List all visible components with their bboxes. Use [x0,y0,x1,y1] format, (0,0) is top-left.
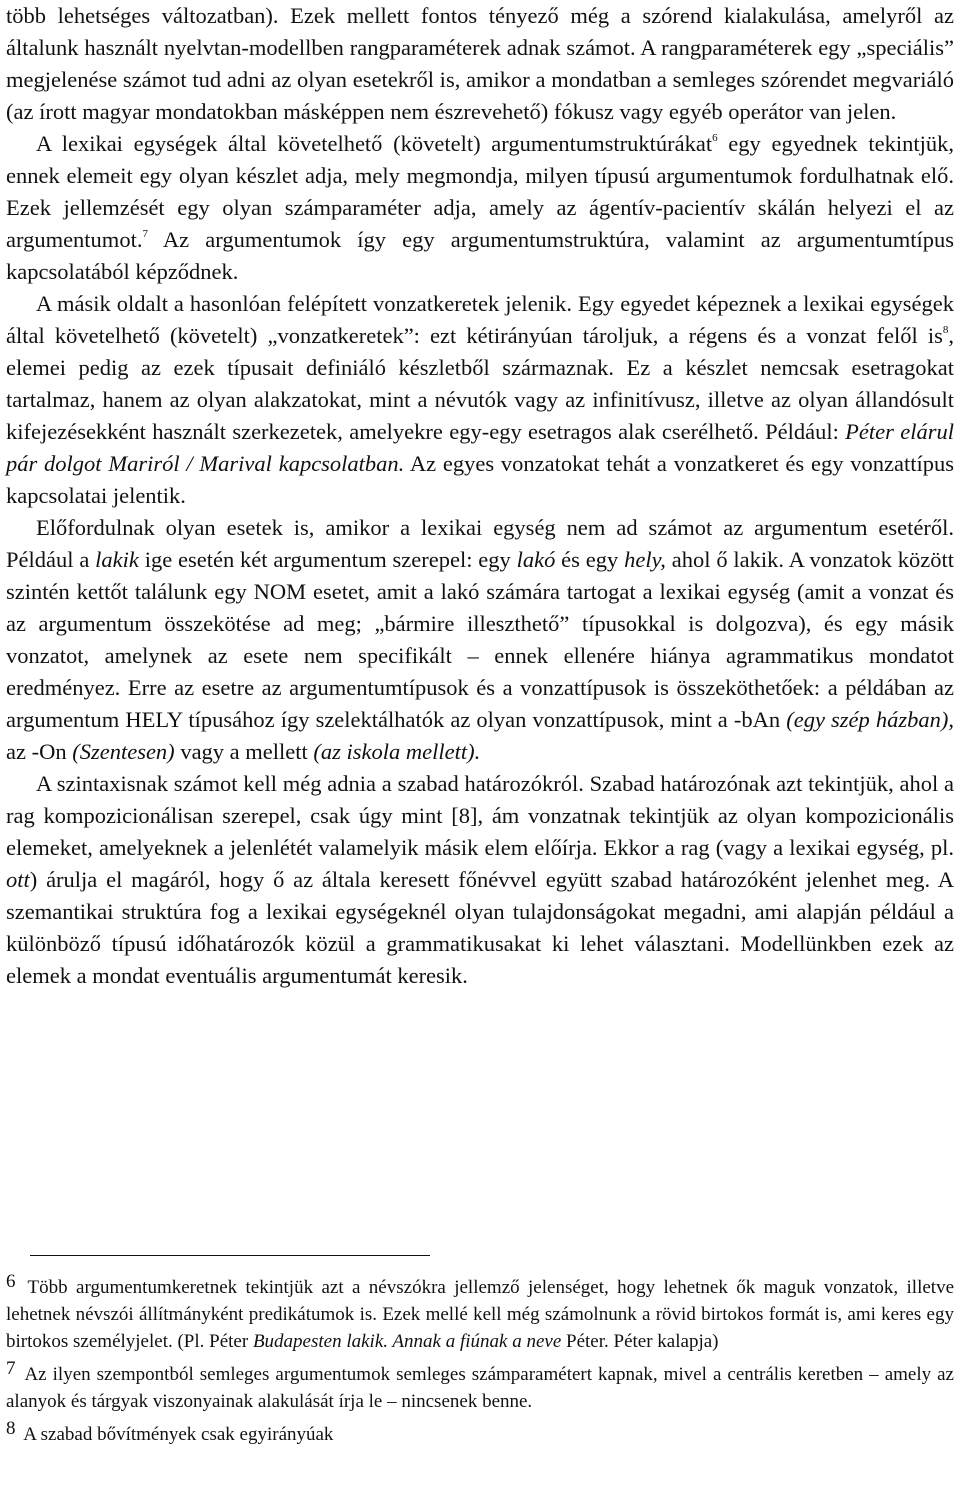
text-run: vagy a mellett [174,739,314,764]
text-run: egy egyednek tekintjük, ennek elemeit egy olyan készlet adja, mely megmondja, milyen típusú argumentumok fordulhatnak elő. Ezek jellemzését egy olyan számparaméter adja, amely az ágentív-pacientív skálán helyezi el az argumentumot. [6,131,954,252]
paragraph [6,128,954,288]
text-run: , elemei pedig az ezek típusait definiáló készletből származnak. Ez a készlet nemcsak esetragokat tartalmaz, hanem az olyan alakzatokat, mint a névutók vagy az infinitívusz, illetve az olyan állandósult kifejezésekként használt szerkezetek, amelyekre egy-egy esetragos alak cserélhető. Például: [6,323,954,444]
text-run: több lehetséges változatban). Ezek mellett fontos tényező még a szórend kialakulása, amelyről az általunk használt nyelvtan-modellben rangparaméterek adnak számot. A rangparaméterek egy „speciális” megjelenése számot tud adni az olyan esetekről is, amikor a mondatban a semleges szórendet megvariáló (az írott magyar mondatokban másképpen nem észrevehető) fókusz vagy egyéb operátor van jelen. [6,3,954,124]
text-run: A szabad bővítmények csak egyirányúak [19,1424,334,1445]
text-run: ige esetén két argumentum szerepel: egy [138,547,517,572]
italic-run: (az iskola mellett). [313,739,481,764]
footnote-number: 7 [6,1358,16,1379]
italic-run: Budapesten lakik. Annak a fiúnak a neve [252,1331,562,1352]
footnote [6,1355,954,1415]
italic-run: (egy szép házban), [786,707,954,732]
paragraph [6,768,954,992]
text-run: Az egyes vonzatokat tehát a vonzatkeret és egy vonzattípus kapcsolatai jelentik. [6,451,954,508]
text-run: Péter. Péter kalapja) [561,1331,719,1352]
footnotes [6,1268,954,1448]
italic-run: ott [6,867,30,892]
text-run: A szintaxisnak számot kell még adnia a szabad határozókról. Szabad határozónak azt tekintjük, ahol a rag kompozicionálisan szerepel, csak úgy mint [8], ám vonzatnak tekintjük az olyan kompozicionális elemeket, amelyeknek a jelenlétét valamelyik másik elem előírja. Ekkor a rag (vagy a lexikai egység, pl. [6,771,954,860]
italic-run: lakik [95,547,139,572]
paragraph [6,0,954,128]
footnote-marker: 6 [712,132,718,144]
footnote-marker: 8 [942,324,949,336]
footnote [6,1415,954,1448]
footnote-separator [30,1255,430,1256]
text-run: A másik oldalt a hasonlóan felépített vonzatkeretek jelenik. Egy egyedet képeznek a lexikai egységek által követelhető (követelt) „vonzatkeretek”: ezt kétirányúan tároljuk, a régens és a vonzat felől is [6,291,954,348]
text-run: ) árulja el magáról, hogy ő az általa keresett főnévvel együtt szabad határozóként jelenhet meg. A szemantikai struktúra fog a lexikai egységeknél olyan tulajdonságokat megadni, ami alapján például a különböző típusú időhatározók közül a grammatikusakat ki lehet választani. Modellünkben ezek az elemek a mondat eventuális argumentumát keresik. [6,867,954,988]
footnote [6,1268,954,1355]
text-run: ahol ő lakik. A vonzatok között szintén kettőt találunk egy NOM esetet, amit a lakó számára tartogat a lexikai egység (amit a vonzat és az argumentum összekötése ad meg; „bármire illeszthető” típusokkal is dolgozva), és egy másik vonzatot, amelynek az esete nem specifikált – ennek ellenére hiánya agrammatikus mondatot eredményez. Erre az esetre az argumentumtípusok és a vonzattípusok is összeköthetőek: a példában az argumentum HELY típusához így szelektálhatók az olyan vonzattípusok, mint a -bAn [6,547,954,732]
text-run: és egy [555,547,625,572]
italic-run: hely, [624,547,666,572]
italic-run: Péter elárul pár dolgot Mariról / Marival kapcsolatban. [6,419,954,476]
text-run: Az argumentumok így egy argumentumstruktúra, valamint az argumentumtípus kapcsolatából képződnek. [6,227,954,284]
text-run: A lexikai egységek által követelhető (követelt) argumentumstruktúrákat [36,131,713,156]
italic-run: lakó [516,547,556,572]
document-page [6,0,954,992]
italic-run: (Szentesen) [72,739,175,764]
text-run: Több argumentumkeretnek tekintjük azt a névszókra jellemző jelenséget, hogy lehetnek ők maguk vonzatok, illetve lehetnek névszói állítmányként predikátumok is. Ezek mellé kell még számolnunk a rövid birtokos formát is, ami keres egy birtokos személyjelet. (Pl. Péter [6,1277,954,1352]
text-run: Az ilyen szempontból semleges argumentumok semleges számparamétert kapnak, mivel a centrális keretben – amely az alanyok és tárgyak viszonyainak alakulását írja le – nincsenek benne. [6,1364,954,1412]
text-run: Előfordulnak olyan esetek is, amikor a lexikai egység nem ad számot az argumentum esetéről. Például a [6,515,954,572]
footnote-number: 8 [6,1418,16,1439]
paragraph [6,288,954,512]
body-text [6,0,954,992]
text-run: az -On [6,739,73,764]
footnote-number: 6 [6,1271,16,1292]
paragraph [6,512,954,768]
footnote-marker: 7 [142,228,148,240]
